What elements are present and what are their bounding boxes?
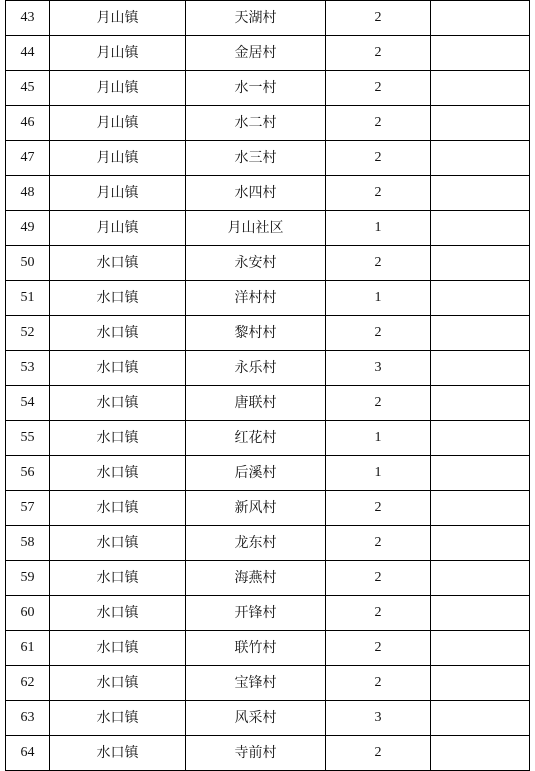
village-cell: 永安村 bbox=[186, 246, 326, 281]
village-cell: 海燕村 bbox=[186, 561, 326, 596]
town-cell: 水口镇 bbox=[50, 246, 186, 281]
town-cell: 月山镇 bbox=[50, 211, 186, 246]
count-cell: 1 bbox=[326, 281, 431, 316]
town-cell: 月山镇 bbox=[50, 141, 186, 176]
note-cell bbox=[431, 316, 530, 351]
row-number-cell: 50 bbox=[6, 246, 50, 281]
town-cell: 水口镇 bbox=[50, 631, 186, 666]
table-row bbox=[6, 316, 530, 351]
count-cell: 2 bbox=[326, 71, 431, 106]
table-row bbox=[6, 36, 530, 71]
village-cell: 水一村 bbox=[186, 71, 326, 106]
village-cell: 新风村 bbox=[186, 491, 326, 526]
row-number-cell: 58 bbox=[6, 526, 50, 561]
table-row bbox=[6, 456, 530, 491]
row-number-cell: 46 bbox=[6, 106, 50, 141]
note-cell bbox=[431, 701, 530, 736]
town-cell: 水口镇 bbox=[50, 666, 186, 701]
count-cell: 2 bbox=[326, 1, 431, 36]
row-number-cell: 43 bbox=[6, 1, 50, 36]
note-cell bbox=[431, 176, 530, 211]
table-row bbox=[6, 596, 530, 631]
table-row bbox=[6, 211, 530, 246]
town-cell: 月山镇 bbox=[50, 106, 186, 141]
town-cell: 水口镇 bbox=[50, 526, 186, 561]
town-cell: 水口镇 bbox=[50, 281, 186, 316]
village-cell: 水三村 bbox=[186, 141, 326, 176]
count-cell: 3 bbox=[326, 351, 431, 386]
table-row bbox=[6, 666, 530, 701]
row-number-cell: 48 bbox=[6, 176, 50, 211]
town-cell: 月山镇 bbox=[50, 1, 186, 36]
village-cell: 洋村村 bbox=[186, 281, 326, 316]
count-cell: 2 bbox=[326, 176, 431, 211]
village-cell: 寺前村 bbox=[186, 736, 326, 771]
note-cell bbox=[431, 526, 530, 561]
note-cell bbox=[431, 736, 530, 771]
table-row bbox=[6, 176, 530, 211]
table-row bbox=[6, 736, 530, 771]
town-cell: 月山镇 bbox=[50, 176, 186, 211]
note-cell bbox=[431, 421, 530, 456]
town-cell: 水口镇 bbox=[50, 316, 186, 351]
count-cell: 2 bbox=[326, 561, 431, 596]
table-row bbox=[6, 421, 530, 456]
row-number-cell: 53 bbox=[6, 351, 50, 386]
count-cell: 2 bbox=[326, 106, 431, 141]
town-cell: 月山镇 bbox=[50, 71, 186, 106]
count-cell: 2 bbox=[326, 386, 431, 421]
town-cell: 水口镇 bbox=[50, 561, 186, 596]
row-number-cell: 63 bbox=[6, 701, 50, 736]
row-number-cell: 56 bbox=[6, 456, 50, 491]
town-cell: 水口镇 bbox=[50, 596, 186, 631]
note-cell bbox=[431, 1, 530, 36]
note-cell bbox=[431, 246, 530, 281]
note-cell bbox=[431, 351, 530, 386]
table-row bbox=[6, 561, 530, 596]
table-row bbox=[6, 281, 530, 316]
row-number-cell: 49 bbox=[6, 211, 50, 246]
count-cell: 1 bbox=[326, 456, 431, 491]
count-cell: 2 bbox=[326, 736, 431, 771]
village-cell: 月山社区 bbox=[186, 211, 326, 246]
note-cell bbox=[431, 141, 530, 176]
count-cell: 2 bbox=[326, 141, 431, 176]
village-table-body bbox=[6, 1, 530, 771]
table-row bbox=[6, 246, 530, 281]
note-cell bbox=[431, 36, 530, 71]
row-number-cell: 54 bbox=[6, 386, 50, 421]
table-row bbox=[6, 71, 530, 106]
row-number-cell: 60 bbox=[6, 596, 50, 631]
note-cell bbox=[431, 281, 530, 316]
village-cell: 龙东村 bbox=[186, 526, 326, 561]
town-cell: 水口镇 bbox=[50, 491, 186, 526]
village-cell: 开锋村 bbox=[186, 596, 326, 631]
count-cell: 3 bbox=[326, 701, 431, 736]
note-cell bbox=[431, 456, 530, 491]
note-cell bbox=[431, 561, 530, 596]
count-cell: 2 bbox=[326, 491, 431, 526]
row-number-cell: 55 bbox=[6, 421, 50, 456]
town-cell: 水口镇 bbox=[50, 701, 186, 736]
village-cell: 唐联村 bbox=[186, 386, 326, 421]
note-cell bbox=[431, 71, 530, 106]
row-number-cell: 61 bbox=[6, 631, 50, 666]
table-row bbox=[6, 491, 530, 526]
town-cell: 水口镇 bbox=[50, 421, 186, 456]
note-cell bbox=[431, 491, 530, 526]
village-cell: 金居村 bbox=[186, 36, 326, 71]
village-cell: 黎村村 bbox=[186, 316, 326, 351]
note-cell bbox=[431, 596, 530, 631]
count-cell: 2 bbox=[326, 36, 431, 71]
row-number-cell: 47 bbox=[6, 141, 50, 176]
row-number-cell: 44 bbox=[6, 36, 50, 71]
table-row bbox=[6, 141, 530, 176]
table-row bbox=[6, 1, 530, 36]
town-cell: 水口镇 bbox=[50, 386, 186, 421]
note-cell bbox=[431, 106, 530, 141]
town-cell: 水口镇 bbox=[50, 456, 186, 491]
count-cell: 1 bbox=[326, 421, 431, 456]
count-cell: 2 bbox=[326, 316, 431, 351]
count-cell: 2 bbox=[326, 596, 431, 631]
village-cell: 联竹村 bbox=[186, 631, 326, 666]
row-number-cell: 51 bbox=[6, 281, 50, 316]
table-row bbox=[6, 631, 530, 666]
note-cell bbox=[431, 386, 530, 421]
row-number-cell: 64 bbox=[6, 736, 50, 771]
village-cell: 宝锋村 bbox=[186, 666, 326, 701]
row-number-cell: 59 bbox=[6, 561, 50, 596]
table-row bbox=[6, 386, 530, 421]
note-cell bbox=[431, 631, 530, 666]
note-cell bbox=[431, 211, 530, 246]
row-number-cell: 45 bbox=[6, 71, 50, 106]
count-cell: 2 bbox=[326, 246, 431, 281]
village-cell: 后溪村 bbox=[186, 456, 326, 491]
village-cell: 水二村 bbox=[186, 106, 326, 141]
count-cell: 2 bbox=[326, 526, 431, 561]
town-cell: 水口镇 bbox=[50, 351, 186, 386]
row-number-cell: 52 bbox=[6, 316, 50, 351]
count-cell: 2 bbox=[326, 631, 431, 666]
village-table bbox=[5, 0, 530, 771]
table-row bbox=[6, 526, 530, 561]
town-cell: 月山镇 bbox=[50, 36, 186, 71]
village-cell: 永乐村 bbox=[186, 351, 326, 386]
village-cell: 风采村 bbox=[186, 701, 326, 736]
table-row bbox=[6, 351, 530, 386]
table-row bbox=[6, 106, 530, 141]
table-row bbox=[6, 701, 530, 736]
count-cell: 2 bbox=[326, 666, 431, 701]
row-number-cell: 62 bbox=[6, 666, 50, 701]
village-cell: 水四村 bbox=[186, 176, 326, 211]
town-cell: 水口镇 bbox=[50, 736, 186, 771]
village-cell: 天湖村 bbox=[186, 1, 326, 36]
count-cell: 1 bbox=[326, 211, 431, 246]
row-number-cell: 57 bbox=[6, 491, 50, 526]
note-cell bbox=[431, 666, 530, 701]
village-cell: 红花村 bbox=[186, 421, 326, 456]
